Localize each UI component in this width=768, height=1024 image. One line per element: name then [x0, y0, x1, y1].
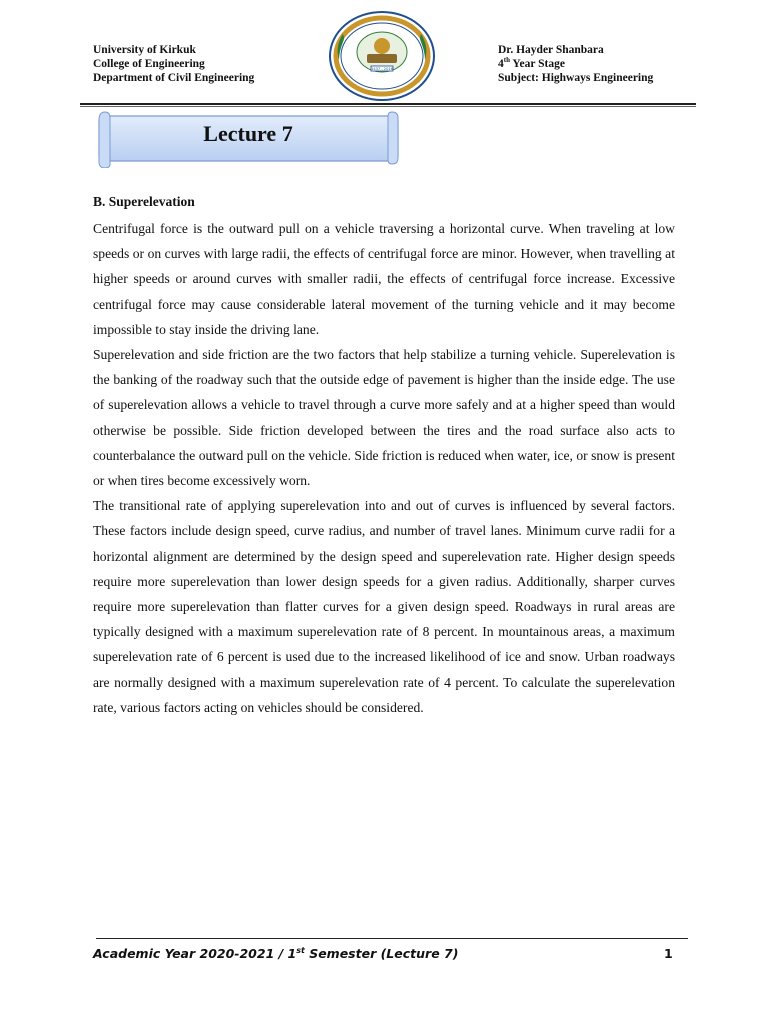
paragraph-3: The transitional rate of applying superelevation into and out of curves is influenced by several factors. These factors include design speed, curve radius, and number of travel lanes. Minimum curve radii for a horizontal alignment are determined by the design speed and superelevation rate. Higher design speeds require more superelevation than lower design speeds for a given radius. Additionally, sharper curves require more superelevation than flatter curves for a given design speed. Roadways in rural areas are typically designed with a maximum superelevation rate of 8 percent. In mountainous areas, a maximum superelevation rate of 6 percent is used due to the increased likelihood of ice and snow. Urban roadways are normally designed with a maximum superelevation rate of 4 percent. To calculate the superelevation rate, various factors acting on vehicles should be considered. [93, 498, 675, 715]
lecture-title: Lecture 7 [203, 121, 293, 146]
header-stage-sup: th [503, 56, 510, 65]
footer-divider [96, 938, 688, 939]
footer-text [93, 946, 458, 961]
footer-sup: st [296, 945, 305, 955]
footer-year: Academic Year 2020-2021 / 1 [93, 946, 297, 961]
university-seal-icon [327, 10, 437, 102]
header-institution [93, 43, 254, 85]
header-divider-thin [80, 106, 696, 107]
header-instructor [498, 43, 653, 85]
header-university: University of Kirkuk [93, 44, 196, 56]
header-stage-number: 4 [498, 58, 504, 70]
header-subject: Subject: Highways Engineering [498, 72, 654, 84]
section-heading: B. Superelevation [93, 194, 195, 209]
page-number: 1 [664, 946, 673, 961]
paragraph-1: Centrifugal force is the outward pull on a vehicle traversing a horizontal curve. When traveling at low speeds or on curves with large radii, the effects of centrifugal force are minor. However, when travelling at higher speeds or around curves with smaller radii, the effects of centrifugal force increase. Excessive centrifugal force may cause considerable lateral movement of the turning vehicle and it may become impossible to stay inside the driving lane. [93, 221, 675, 337]
header-department: Department of Civil Engineering [93, 72, 255, 84]
header-stage-text: Year Stage [509, 58, 565, 70]
paragraph-2: Superelevation and side friction are the two factors that help stabilize a turning vehicle. Superelevation is the banking of the roadway such that the outside edge of pavement is higher than the inside edge. The use of superelevation allows a vehicle to travel through a curve more safely and at a higher speed than would otherwise be possible. Side friction developed between the tires and the road surface also acts to counterbalance the outward pull on the vehicle. Side friction is reduced when water, ice, or snow is present or when tires become excessively worn. [93, 347, 675, 489]
footer-semester: Semester (Lecture 7) [304, 946, 459, 961]
header-college: College of Engineering [93, 58, 205, 70]
header-stage [498, 57, 653, 71]
header-lecturer: Dr. Hayder Shanbara [498, 44, 604, 56]
section-body [93, 216, 675, 720]
seal-year: 1437 - 2016 [371, 67, 393, 71]
header-divider [80, 103, 696, 105]
